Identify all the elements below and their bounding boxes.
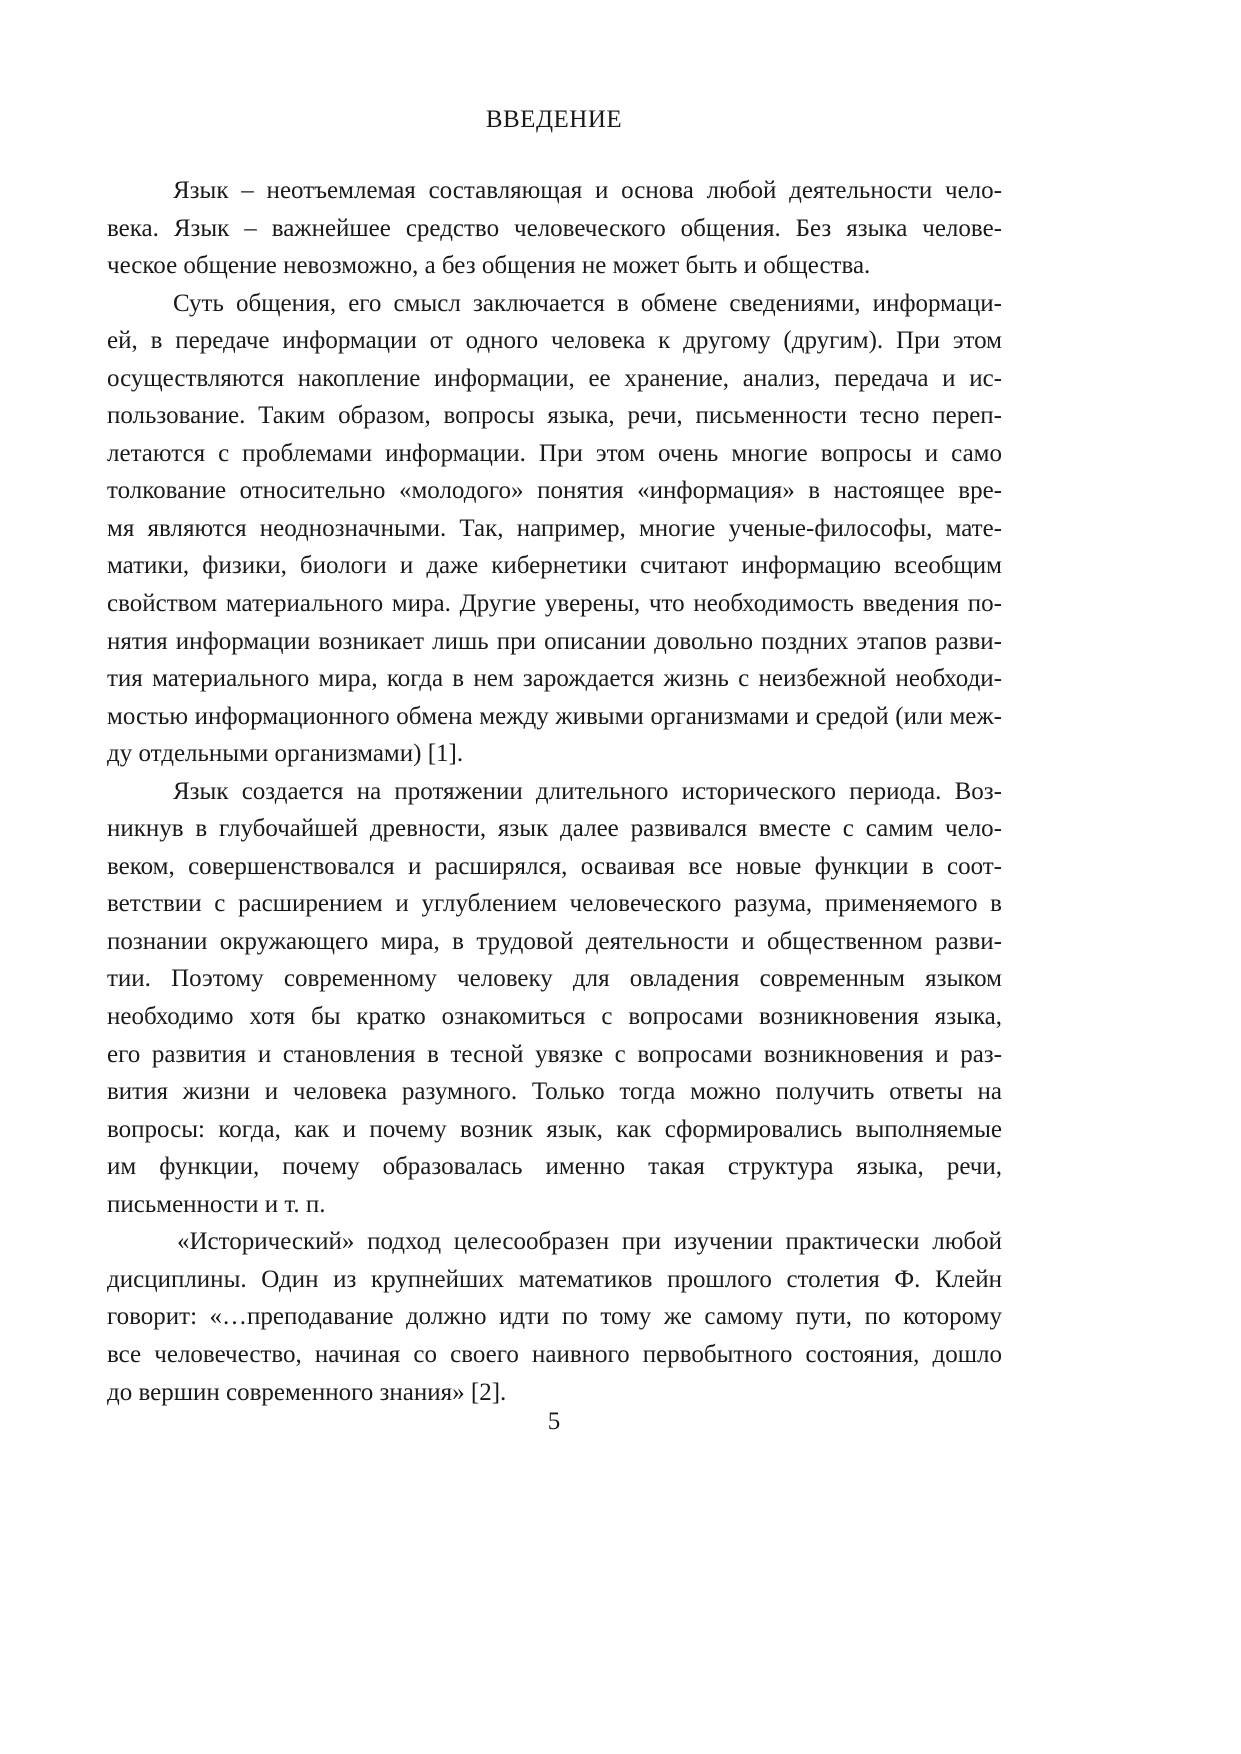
text-line: ветствии с расширением и углублением человеческого разума, применяемого в bbox=[107, 890, 1002, 918]
page-number: 5 bbox=[547, 1408, 561, 1435]
text-line: никнув в глубочайшей древности, язык далее развивался вместе с самим чело- bbox=[107, 815, 1002, 843]
text-line: все человечество, начиная со своего наивного первобытного состояния, дошло bbox=[107, 1340, 1002, 1368]
document-body bbox=[107, 172, 1002, 1411]
text-line: письменности и т. п. bbox=[107, 1190, 326, 1218]
text-line: нятия информации возникает лишь при описании довольно поздних этапов разви- bbox=[107, 627, 1002, 655]
text-line: летаются с проблемами информации. При этом очень многие вопросы и само bbox=[107, 439, 1002, 467]
text-line: «Исторический» подход целесообразен при изучении практически любой bbox=[177, 1228, 1002, 1256]
text-line: вопросы: когда, как и почему возник язык, как сформировались выполняемые bbox=[107, 1115, 1002, 1143]
text-line: Язык создается на протяжении длительного исторического периода. Воз- bbox=[173, 777, 1002, 805]
paragraph bbox=[107, 1223, 1002, 1411]
text-line: осуществляются накопление информации, ее хранение, анализ, передача и ис- bbox=[107, 364, 1002, 392]
text-line: необходимо хотя бы кратко ознакомиться с вопросами возникновения языка, bbox=[107, 1003, 1002, 1031]
section-title: ВВЕДЕНИЕ bbox=[485, 106, 623, 133]
paragraph bbox=[107, 773, 1002, 1224]
text-line: ду отдельными организмами) [1]. bbox=[107, 740, 464, 768]
text-line: пользование. Таким образом, вопросы языка, речи, письменности тесно переп- bbox=[107, 402, 1002, 430]
text-line: ческое общение невозможно, а без общения не может быть и общества. bbox=[107, 252, 871, 280]
paragraph bbox=[107, 285, 1002, 773]
text-line: Суть общения, его смысл заключается в обмене сведениями, информаци- bbox=[173, 289, 1002, 317]
text-line: тии. Поэтому современному человеку для овладения современным языком bbox=[107, 965, 1002, 993]
text-line: толкование относительно «молодого» понятия «информация» в настоящее вре- bbox=[107, 477, 1002, 505]
text-line: мостью информационного обмена между живыми организмами и средой (или меж- bbox=[107, 702, 1002, 730]
text-line: его развития и становления в тесной увязке с вопросами возникновения и раз- bbox=[107, 1040, 1002, 1068]
text-line: ей, в передаче информации от одного человека к другому (другим). При этом bbox=[107, 327, 1002, 355]
text-line: до вершин современного знания» [2]. bbox=[107, 1378, 507, 1406]
text-line: им функции, почему образовалась именно такая структура языка, речи, bbox=[107, 1153, 1002, 1181]
text-line: свойством материального мира. Другие уверены, что необходимость введения по- bbox=[107, 590, 1002, 618]
text-line: Язык – неотъемлемая составляющая и основа любой деятельности чело- bbox=[173, 177, 1002, 204]
text-line: дисциплины. Один из крупнейших математиков прошлого столетия Ф. Клейн bbox=[107, 1265, 1002, 1293]
text-line: тия материального мира, когда в нем зарождается жизнь с неизбежной необходи- bbox=[107, 665, 1002, 693]
text-line: говорит: «…преподавание должно идти по тому же самому пути, по которому bbox=[107, 1303, 1002, 1331]
text-line: вития жизни и человека разумного. Только тогда можно получить ответы на bbox=[107, 1078, 1002, 1106]
text-line: веком, совершенствовался и расширялся, осваивая все новые функции в соот- bbox=[107, 852, 1002, 880]
text-line: матики, физики, биологи и даже кибернетики считают информацию всеобщим bbox=[107, 552, 1002, 580]
text-line: века. Язык – важнейшее средство человеческого общения. Без языка челове- bbox=[107, 214, 1002, 242]
text-line: познании окружающего мира, в трудовой деятельности и общественном разви- bbox=[107, 927, 1002, 955]
paragraph bbox=[107, 172, 1002, 285]
text-line: мя являются неоднозначными. Так, например, многие ученые-философы, мате- bbox=[107, 514, 1002, 542]
